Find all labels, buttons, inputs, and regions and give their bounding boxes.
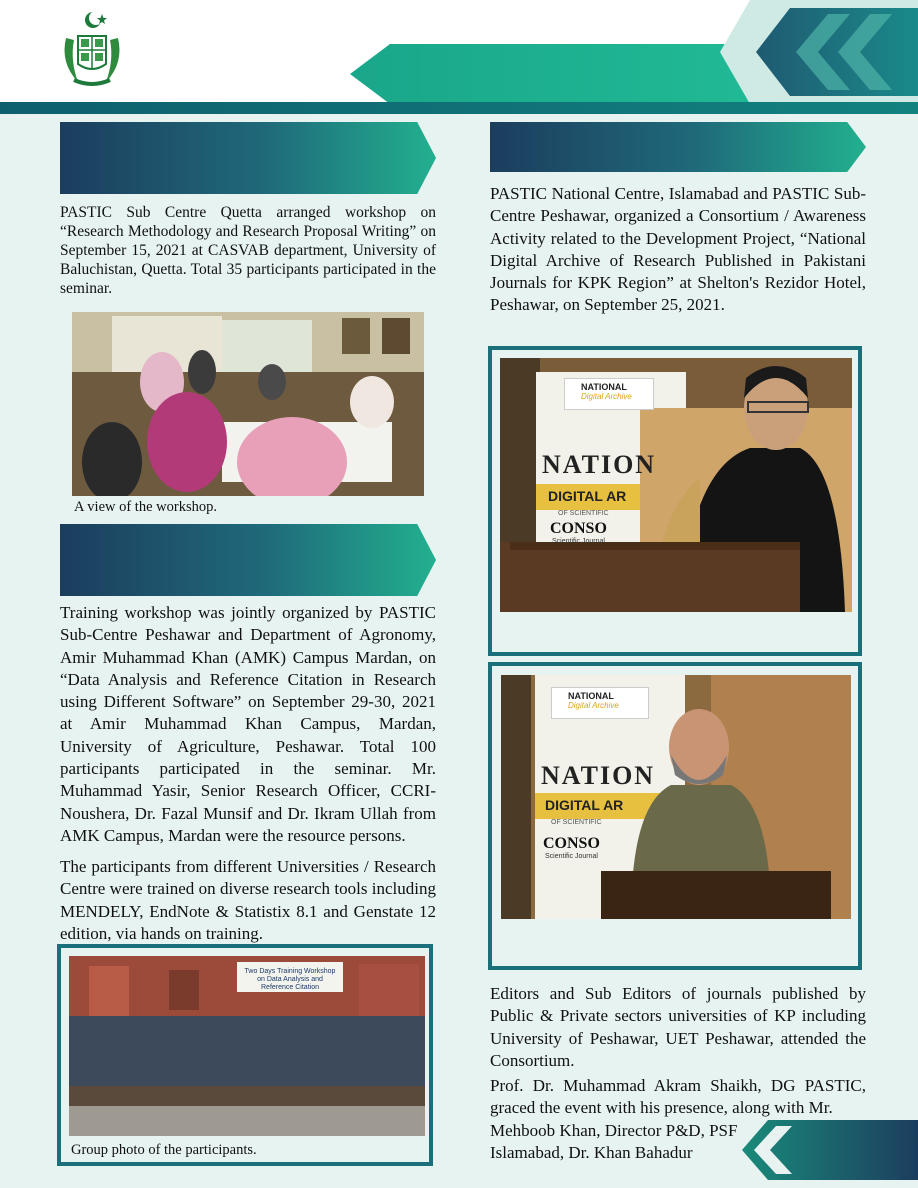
dg-paragraph-line3: Mehboob Khan, Director P&D, PSF [490, 1121, 738, 1140]
section-header-mardan [60, 524, 436, 596]
backdrop-band: DIGITAL AR [548, 488, 627, 504]
group-photo [69, 956, 425, 1136]
speaker-photo-frame-2 [488, 662, 862, 970]
backdrop-conso-sub: Scientific Journal [552, 538, 605, 545]
backdrop-small: OF SCIENTIFIC [558, 510, 609, 517]
workshop-banner-text: Two Days Training Workshop on Data Analysis and Reference Citation [244, 968, 336, 991]
dg-paragraph: Prof. Dr. Muhammad Akram Shaikh, DG PASTIC, graced the event with his presence, along with Mr. [490, 1076, 866, 1118]
mardan-paragraph-1: Training workshop was jointly organized by PASTIC Sub-Centre Peshawar and Department of Agronomy, Amir Muhammad Khan (AMK) Campus Mardan, on “Data Analysis and Reference Citation in Research using Different Software” on September 29-30, 2021 at Amir Muhammad Khan Campus, Mardan, University of Agriculture, Peshawar. Total 100 participants participated in the seminar. Mr. Muhammad Yasir, Senior Research Officer, CCRI-Noushera, Dr. Fazal Munsif and Dr. Ikram Ullah from AMK Campus, Mardan were the resource persons. [60, 603, 436, 845]
backdrop-title: NATION [542, 450, 657, 479]
speaker-photo-frame-1 [488, 346, 862, 656]
speaker-photo-1 [500, 358, 852, 612]
workshop-photo [72, 312, 424, 496]
backdrop-band-2: DIGITAL AR [545, 797, 624, 813]
header-chevrons [690, 0, 918, 104]
speaker-photo-2 [501, 675, 851, 919]
quetta-paragraph: PASTIC Sub Centre Quetta arranged workshop on “Research Methodology and Research Proposal Writing” on September 15, 2021 at CASVAB department, University of Baluchistan, Quetta. Total 35 participants participated in the seminar. [60, 204, 436, 297]
header-band [0, 102, 918, 114]
group-photo-caption: Group photo of the participants. [71, 1142, 257, 1158]
backdrop-conso-2: CONSO [543, 835, 600, 852]
pakistan-emblem-icon [56, 8, 128, 90]
backdrop-conso: CONSO [550, 520, 607, 537]
page-header [0, 0, 918, 112]
consortium-paragraph: PASTIC National Centre, Islamabad and PASTIC Sub-Centre Peshawar, organized a Consortium / Awareness Activity related to the Development Project, “National Digital Archive of Research Published in Pakistani Journals for KPK Region” at Shelton's Rezidor Hotel, Peshawar, on September 25, 2021. [490, 184, 866, 315]
backdrop-logo [564, 378, 654, 410]
editors-paragraph: Editors and Sub Editors of journals published by Public & Private sectors universities of KP including University of Peshawar, UET Peshawar, attended the Consortium. [490, 984, 866, 1070]
dg-paragraph-line4: Islamabad, Dr. Khan Bahadur [490, 1143, 693, 1162]
group-photo-frame [57, 944, 433, 1166]
section-header-consortium [490, 122, 866, 172]
section-header-quetta [60, 122, 436, 194]
mardan-paragraph-2: The participants from different Universities / Research Centre were trained on diverse research tools including MENDELY, EndNote & Statistix 8.1 and Genstate 12 edition, via hands on training. [60, 857, 436, 943]
backdrop-title-2: NATION [541, 761, 656, 790]
backdrop-logo-line1: NATIONAL [581, 382, 627, 392]
backdrop-logo-2-line2: Digital Archive [568, 701, 619, 710]
backdrop-conso-sub-2: Scientific Journal [545, 853, 598, 860]
backdrop-small-2: OF SCIENTIFIC [551, 819, 602, 826]
backdrop-logo-2 [551, 687, 649, 719]
backdrop-logo-line2: Digital Archive [581, 392, 632, 401]
footer-arrow [742, 1120, 918, 1180]
backdrop-logo-2-line1: NATIONAL [568, 691, 614, 701]
workshop-caption: A view of the workshop. [74, 499, 217, 515]
